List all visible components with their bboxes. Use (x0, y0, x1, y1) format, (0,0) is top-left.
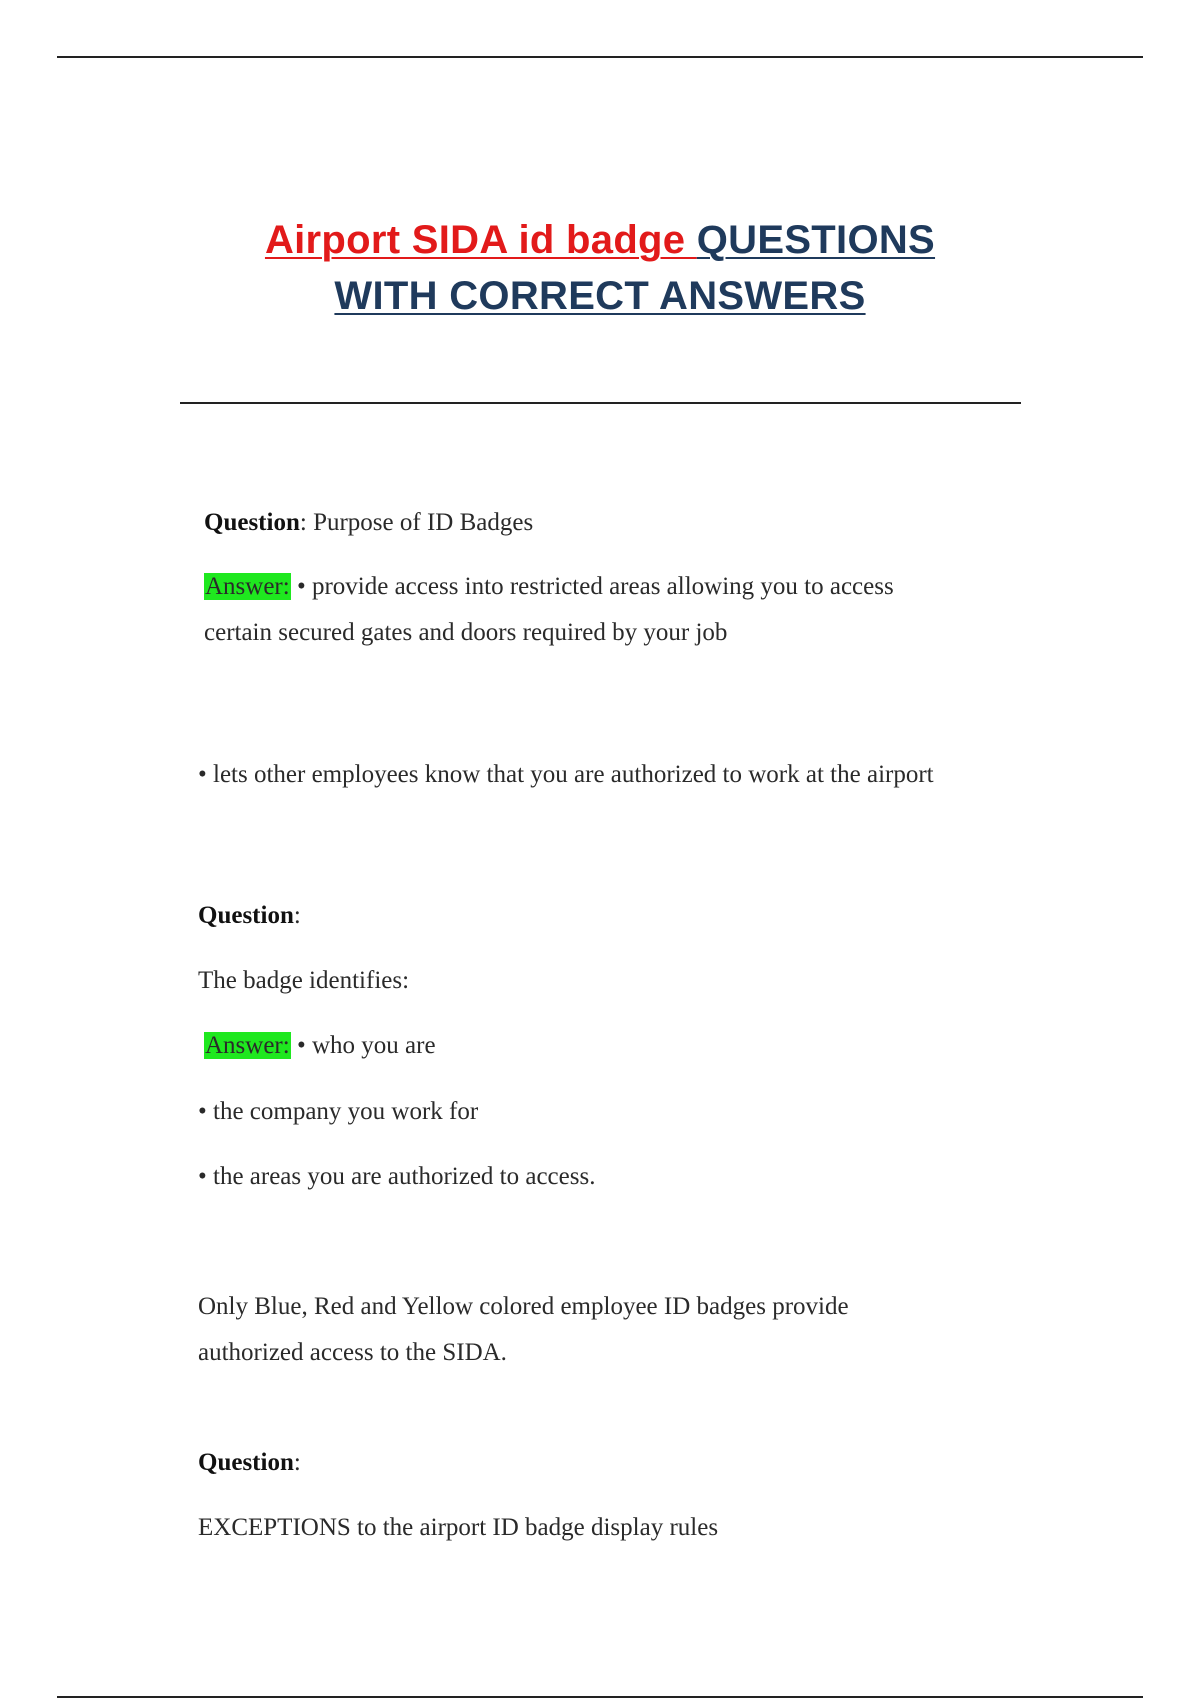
question-label: Question (204, 509, 300, 536)
footer-rule (57, 1696, 1143, 1698)
answer-1-text-1: • provide access into restricted areas allowing you to access (290, 573, 894, 600)
question-colon: : (293, 1449, 301, 1476)
question-1-text: Purpose of ID Badges (306, 509, 534, 536)
title-red-part: Airport SIDA id badge (264, 218, 697, 262)
answer-1-line-2: certain secured gates and doors required by your job (204, 619, 728, 646)
question-colon: : (299, 509, 307, 536)
question-1 (204, 500, 533, 546)
title-divider (180, 402, 1021, 404)
document-title (150, 212, 1050, 324)
question-3-text: EXCEPTIONS to the airport ID badge display rules (198, 1514, 719, 1541)
note-line-2: authorized access to the SIDA. (198, 1339, 507, 1366)
answer-label: Answer: (205, 573, 290, 600)
question-3 (198, 1440, 301, 1486)
question-colon: : (293, 902, 301, 929)
note-line-1: Only Blue, Red and Yellow colored employee ID badges provide (198, 1293, 849, 1320)
title-navy-part-2: WITH CORRECT ANSWERS (334, 274, 866, 318)
question-label: Question (198, 1449, 294, 1476)
answer-2-bullet-2: • the company you work for (198, 1098, 479, 1125)
question-2 (198, 893, 301, 939)
header-rule (57, 56, 1143, 58)
answer-label: Answer: (205, 1032, 290, 1059)
question-2-text: The badge identifies: (198, 967, 410, 994)
answer-2-line-1 (204, 1023, 436, 1069)
question-label: Question (198, 902, 294, 929)
title-navy-part-1: QUESTIONS (696, 218, 936, 262)
answer-2-bullet-3: • the areas you are authorized to access. (198, 1163, 596, 1190)
answer-1-line-1 (204, 564, 894, 610)
answer-1-bullet-2: • lets other employees know that you are authorized to work at the airport (198, 761, 934, 788)
answer-2-text-1: • who you are (290, 1032, 436, 1059)
